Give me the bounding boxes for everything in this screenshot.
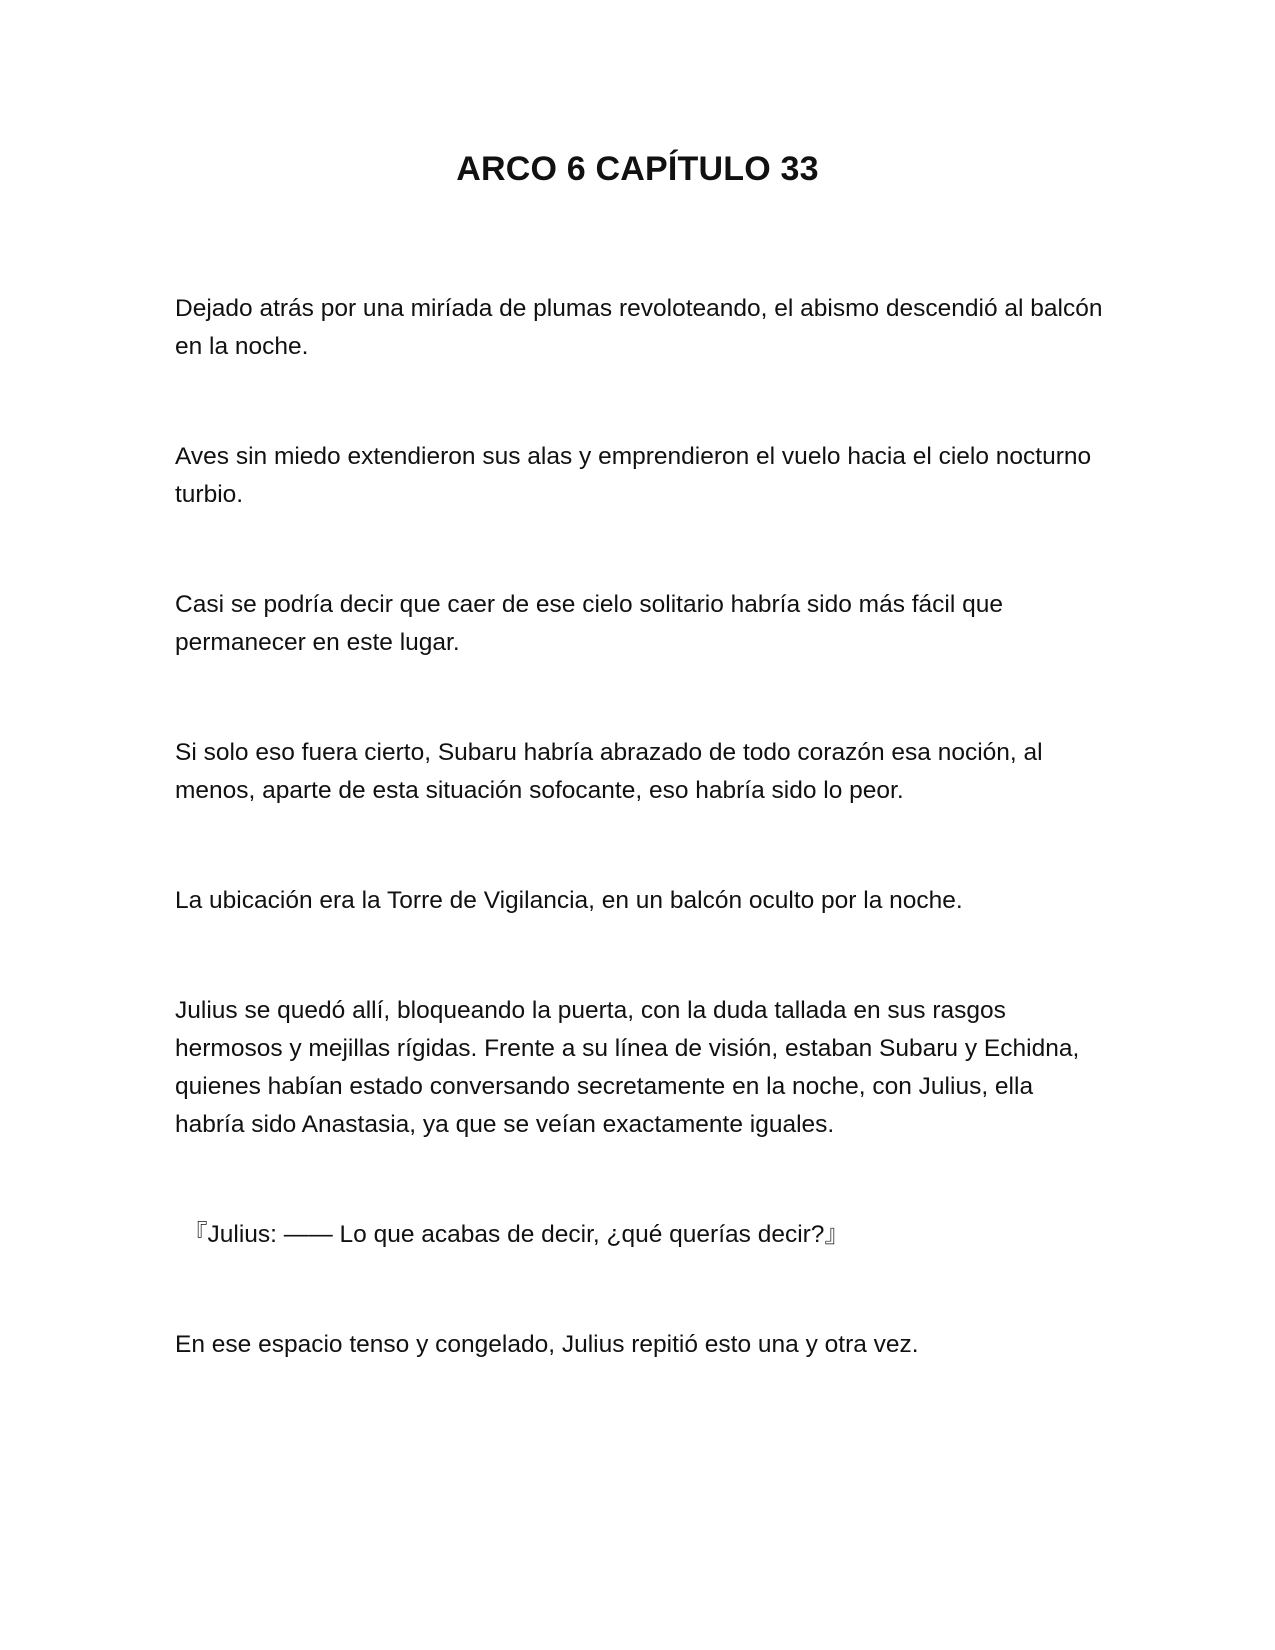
dialogue-line: 『Julius: —— Lo que acabas de decir, ¿qué querías decir?』 — [183, 1221, 849, 1248]
chapter-title: ARCO 6 CAPÍTULO 33 — [456, 150, 819, 188]
paragraph: Aves sin miedo extendieron sus alas y emprendieron el vuelo hacia el cielo nocturno turbio. — [175, 443, 1092, 508]
paragraph: En ese espacio tenso y congelado, Julius repitió esto una y otra vez. — [175, 1331, 919, 1358]
paragraph: Si solo eso fuera cierto, Subaru habría abrazado de todo corazón esa noción, al menos, aparte de esta situación sofocante, eso habría sido lo peor. — [175, 739, 1043, 804]
paragraph: Dejado atrás por una miríada de plumas revoloteando, el abismo descendió al balcón en la noche. — [175, 295, 1103, 360]
paragraph: La ubicación era la Torre de Vigilancia, en un balcón oculto por la noche. — [175, 887, 963, 914]
paragraph: Julius se quedó allí, bloqueando la puerta, con la duda tallada en sus rasgos hermosos y mejillas rígidas. Frente a su línea de visión, estaban Subaru y Echidna, quienes habían estado conversando secretamente en la noche, con Julius, ella habría sido Anastasia, ya que se veían exactamente iguales. — [175, 997, 1080, 1138]
paragraph: Casi se podría decir que caer de ese cielo solitario habría sido más fácil que permanecer en este lugar. — [175, 591, 1003, 656]
